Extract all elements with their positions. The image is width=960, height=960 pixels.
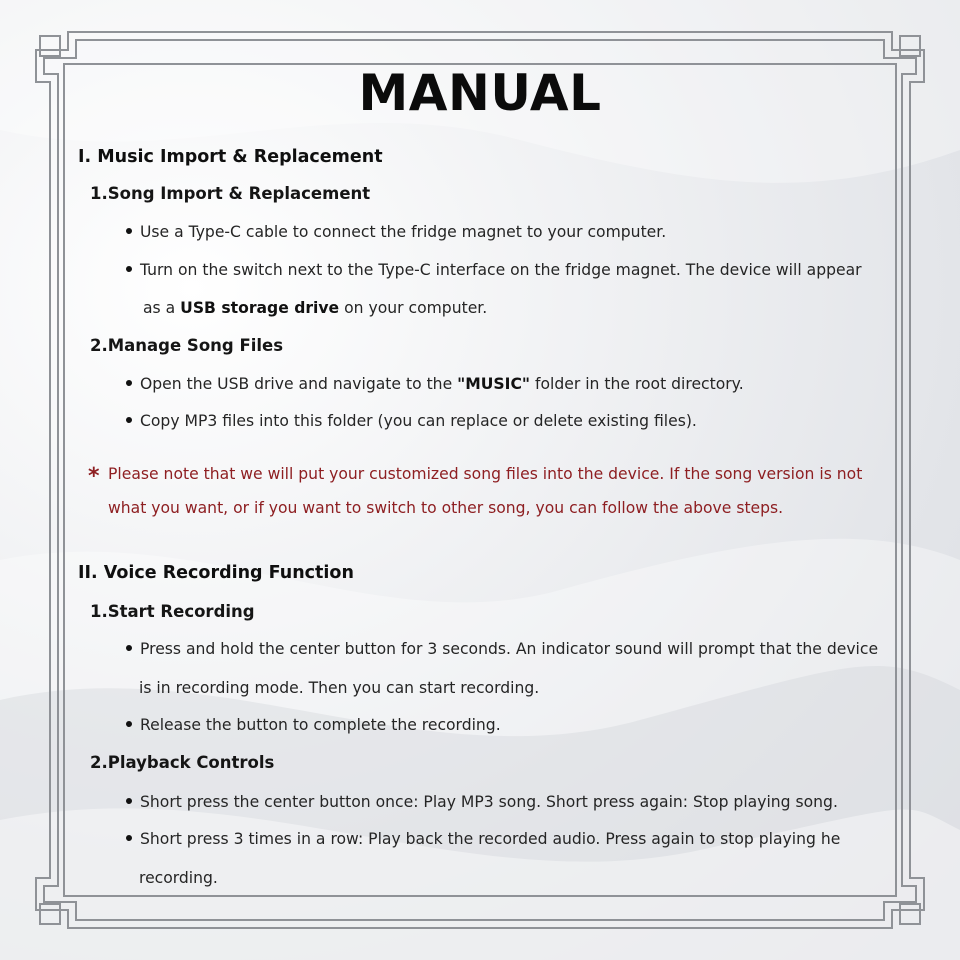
bullet-short-press-three-continued: recording. (139, 869, 218, 887)
bullet-short-press-once: Short press the center button once: Play MP3 song. Short press again: Stop playing song. (126, 791, 838, 813)
section-heading-voice-recording: II. Voice Recording Function (78, 563, 354, 583)
subheading-playback-controls: 2.Playback Controls (90, 753, 275, 772)
bullet-press-hold-continued: is in recording mode. Then you can start recording. (139, 679, 540, 697)
subheading-song-import: 1.Song Import & Replacement (90, 184, 371, 203)
section-heading-music-import: I. Music Import & Replacement (78, 147, 383, 167)
bullet-short-press-three: Short press 3 times in a row: Play back the recorded audio. Press again to stop playing he (126, 828, 840, 850)
asterisk-icon: * (88, 464, 100, 489)
bullet-dot-icon (126, 645, 132, 651)
bullet-press-hold: Press and hold the center button for 3 seconds. An indicator sound will prompt that the device (126, 638, 878, 660)
bullet-dot-icon (126, 266, 132, 272)
bullet-dot-icon (126, 380, 132, 386)
bullet-release-button: Release the button to complete the recording. (126, 714, 501, 736)
bullet-switch-on-continued: as a USB storage drive on your computer. (143, 299, 488, 317)
subheading-manage-song-files: 2.Manage Song Files (90, 336, 284, 355)
subheading-start-recording: 1.Start Recording (90, 602, 255, 621)
bullet-open-usb: Open the USB drive and navigate to the "MUSIC" folder in the root directory. (126, 373, 744, 395)
bullet-type-c-cable: Use a Type-C cable to connect the fridge magnet to your computer. (126, 221, 666, 243)
bullet-dot-icon (126, 228, 132, 234)
note-line-2: what you want, or if you want to switch to other song, you can follow the above steps. (108, 499, 784, 517)
note-line-1: Please note that we will put your customized song files into the device. If the song version is not (108, 465, 863, 483)
bullet-dot-icon (126, 721, 132, 727)
usb-storage-drive-text: USB storage drive (180, 299, 340, 317)
bullet-copy-mp3: Copy MP3 files into this folder (you can replace or delete existing files). (126, 410, 697, 432)
bullet-dot-icon (126, 835, 132, 841)
bullet-dot-icon (126, 417, 132, 423)
page-title: MANUAL (358, 64, 602, 122)
music-folder-text: "MUSIC" (457, 375, 531, 393)
bullet-dot-icon (126, 798, 132, 804)
bullet-switch-on: Turn on the switch next to the Type-C interface on the fridge magnet. The device will appear (126, 259, 862, 281)
